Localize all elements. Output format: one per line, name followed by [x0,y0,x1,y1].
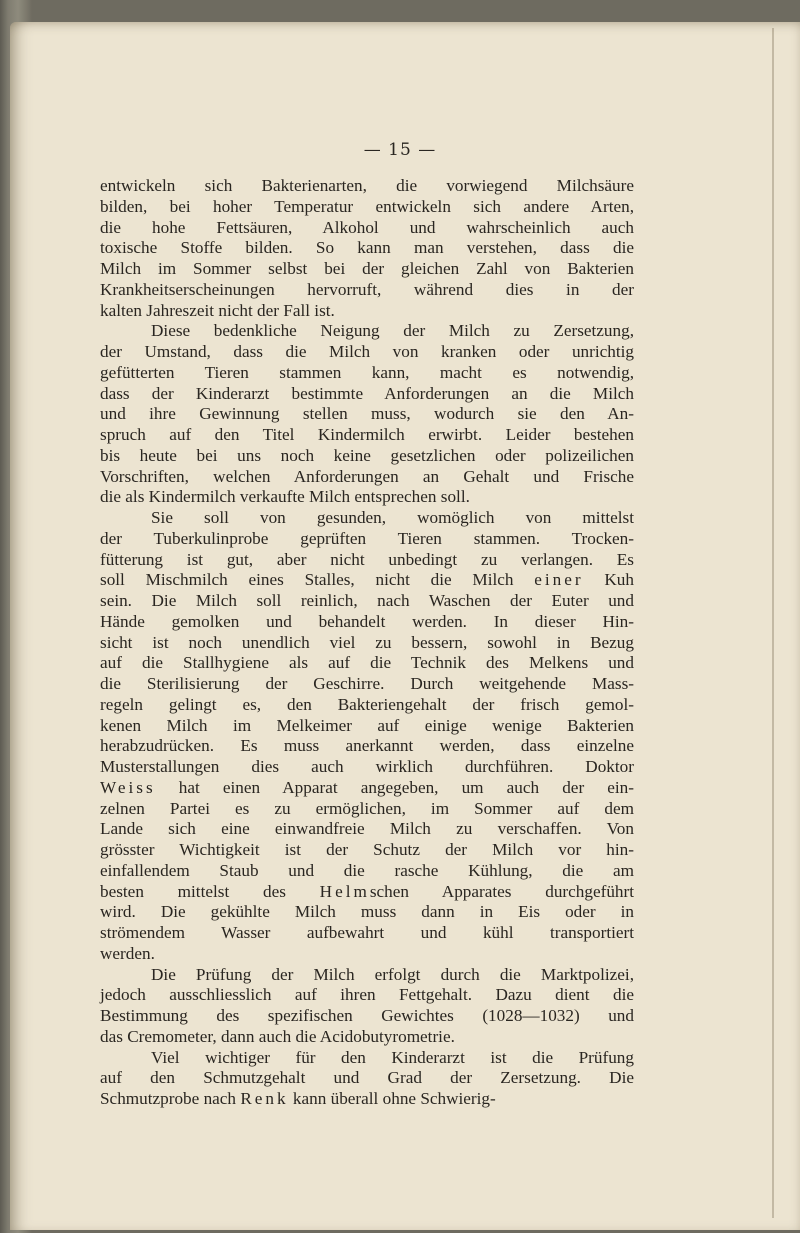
text-line: bis heute bei uns noch keine gesetzlichen oder polizeilichen [100,445,634,465]
text-line: kenen Milch im Melkeimer auf einige wenige Bakterien [100,715,634,735]
text-line: der Umstand, dass die Milch von kranken oder unrichtig [100,342,634,361]
text-line: spruch auf den Titel Kindermilch erwirbt. Leider bestehen [100,425,634,444]
text-line: und ihre Gewinnung stellen muss, wodurch sie den An- [100,404,634,424]
text-line: die hohe Fettsäuren, Alkohol und wahrscheinlich auch [100,217,634,237]
paragraph-first-line: Sie soll von gesunden, womöglich von mittelst [151,508,634,527]
text-line: entwickeln sich Bakterienarten, die vorwiegend Milchsäure [100,176,634,195]
text-line: Lande sich eine einwandfreie Milch zu verschaffen. Von [100,819,634,839]
text-line: sicht ist noch unendlich viel zu bessern, sowohl in Bezug [100,632,634,652]
text-line: Milch im Sommer selbst bei der gleichen Zahl von Bakterien [100,259,634,278]
paragraph-first-line: Die Prüfung der Milch erfolgt durch die Marktpolizei, [151,964,634,984]
text-line: sein. Die Milch soll reinlich, nach Waschen der Euter und [100,591,634,610]
text-line: werden. [100,943,155,963]
text-line: Schmutzprobe nach Renk kann überall ohne Schwierig- [100,1089,496,1108]
text-line: das Cremometer, dann auch die Acidobutyrometrie. [100,1026,455,1046]
text-line: strömendem Wasser aufbewahrt und kühl transportiert [100,923,634,942]
text-line: jedoch ausschliesslich auf ihren Fettgehalt. Dazu dient die [100,985,634,1005]
text-line: Vorschriften, welchen Anforderungen an Gehalt und Frische [100,466,634,486]
text-line: regeln gelingt es, den Bakteriengehalt der frisch gemol- [100,694,634,714]
text-line: der Tuberkulinprobe geprüften Tieren stammen. Trocken- [100,528,634,548]
text-line: bilden, bei hoher Temperatur entwickeln sich andere Arten, [100,196,634,216]
text-line: auf die Stallhygiene als auf die Technik des Melkens und [100,653,634,673]
text-line: einfallendem Staub und die rasche Kühlung, die am [100,860,634,880]
text-line: Bestimmung des spezifischen Gewichtes (1028—1032) und [100,1006,634,1025]
text-line: soll Mischmilch eines Stalles, nicht die Milch einer Kuh [100,570,634,590]
text-line: besten mittelst des Helmschen Apparates durchgeführt [100,881,635,901]
text-line: Hände gemolken und behandelt werden. In dieser Hin- [100,611,634,631]
page-edge [772,28,774,1218]
text-line: auf den Schmutzgehalt und Grad der Zersetzung. Die [100,1068,634,1088]
body-text [100,176,634,1110]
text-line: gefütterten Tieren stammen kann, macht es notwendig, [100,362,634,382]
paragraph-first-line: Viel wichtiger für den Kinderarzt ist die Prüfung [151,1047,634,1067]
text-line: dass der Kinderarzt bestimmte Anforderungen an die Milch [100,383,634,403]
text-line: die Sterilisierung der Geschirre. Durch weitgehende Mass- [100,674,634,693]
text-line: toxische Stoffe bilden. So kann man verstehen, dass die [100,238,634,258]
text-line: Krankheitserscheinungen hervorruft, während dies in der [100,279,634,299]
text-line: die als Kindermilch verkaufte Milch entsprechen soll. [100,487,470,507]
text-line: fütterung ist gut, aber nicht unbedingt zu verlangen. Es [100,549,634,569]
text-line: herabzudrücken. Es muss anerkannt werden, dass einzelne [100,736,634,756]
page-number: — 15 — [363,140,437,160]
text-line: Musterstallungen dies auch wirklich durchführen. Doktor [100,757,634,776]
text-line: zelnen Partei es zu ermöglichen, im Sommer auf dem [100,798,634,818]
text-line: grösster Wichtigkeit ist der Schutz der Milch vor hin- [100,840,634,859]
text-line: kalten Jahreszeit nicht der Fall ist. [100,300,335,320]
text-line: Weiss hat einen Apparat angegeben, um auch der ein- [100,777,634,797]
text-line: wird. Die gekühlte Milch muss dann in Eis oder in [100,902,634,922]
paragraph-first-line: Diese bedenkliche Neigung der Milch zu Zersetzung, [151,321,634,341]
